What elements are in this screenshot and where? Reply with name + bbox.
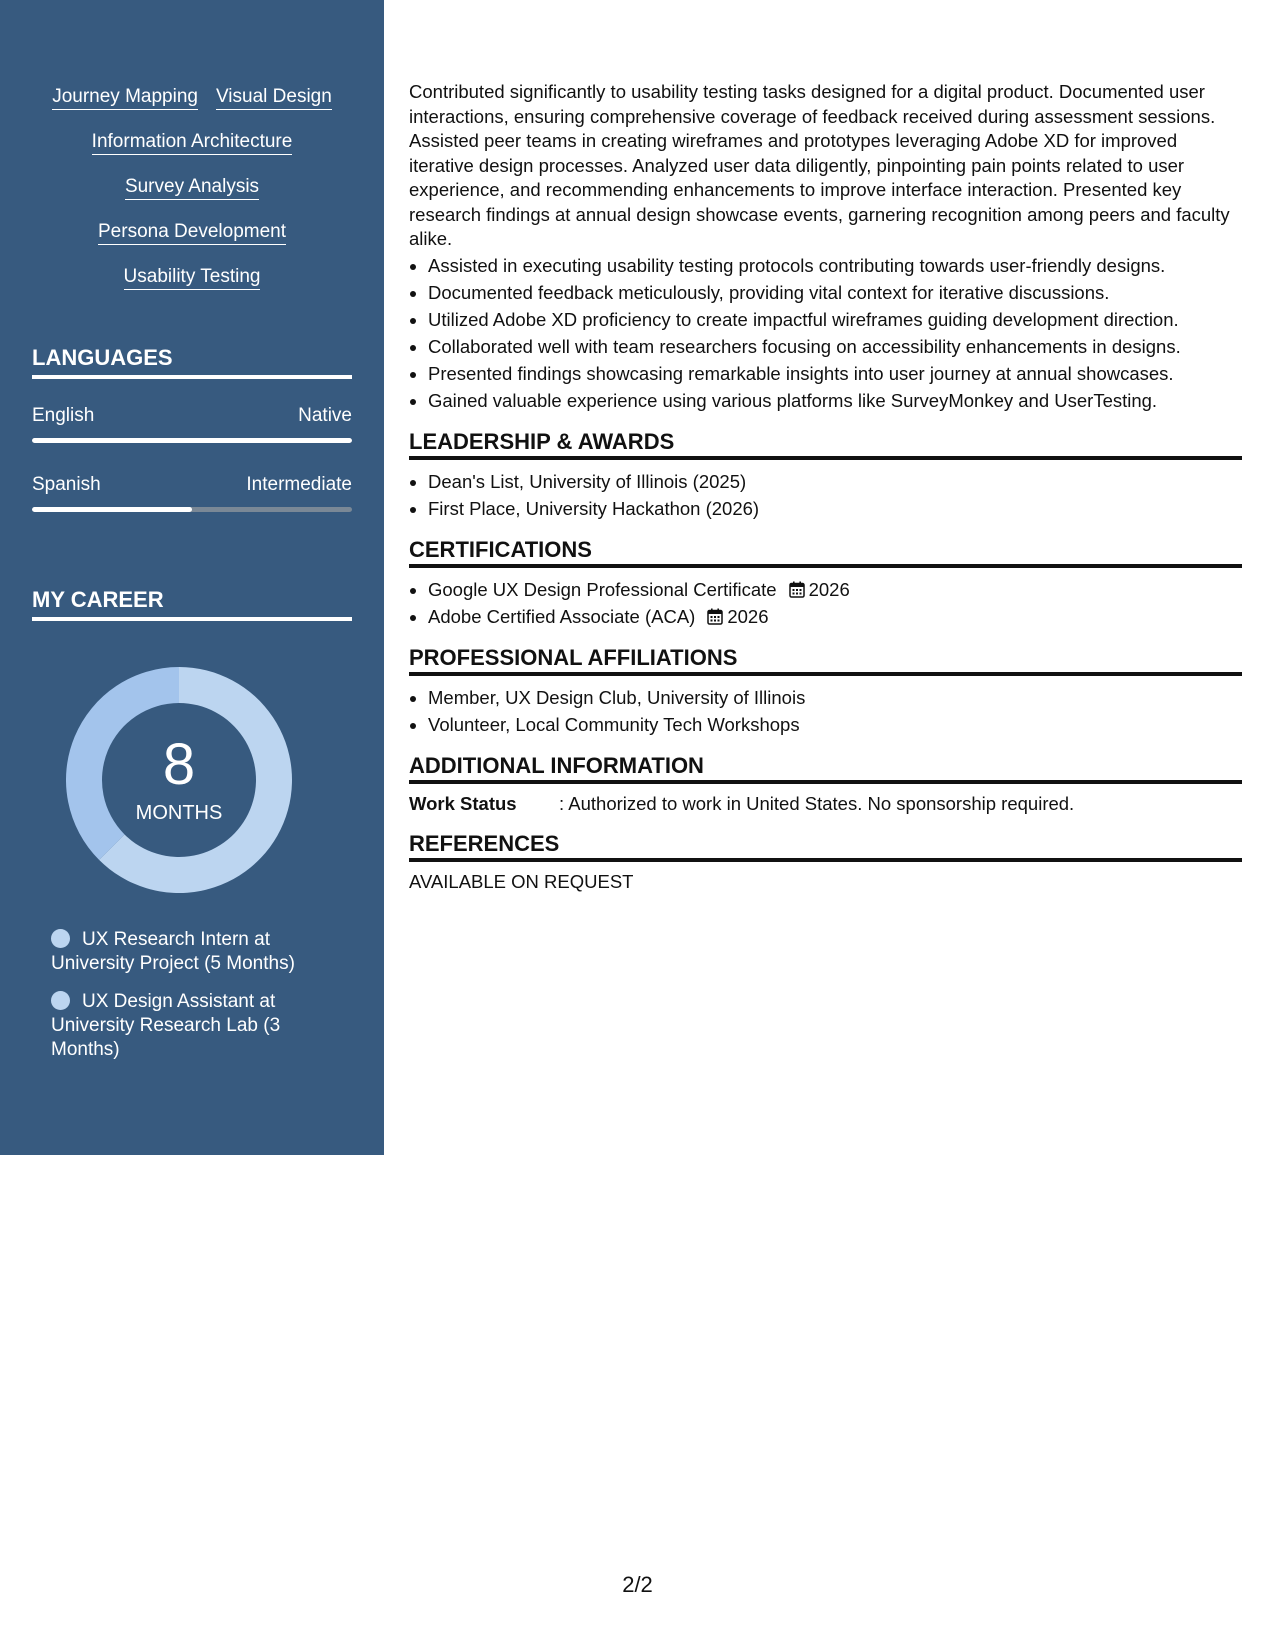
list-item: • Volunteer, Local Community Tech Workshops — [428, 711, 1242, 738]
list-item: • Dean's List, University of Illinois (2025) — [428, 468, 1242, 495]
language-proficiency-fill — [32, 507, 192, 512]
main-content — [409, 80, 1242, 894]
career-list — [51, 928, 351, 1076]
leadership-list — [409, 468, 1242, 522]
page-number: 2/2 — [622, 1572, 653, 1597]
skill-row — [0, 86, 384, 110]
language-proficiency-bar — [32, 507, 352, 512]
certifications-heading: CERTIFICATIONS — [409, 537, 1242, 568]
skill-tag: Information Architecture — [92, 131, 293, 155]
affiliations-list — [409, 684, 1242, 738]
list-item: • Collaborated well with team researchers focusing on accessibility enhancements in designs. — [428, 333, 1242, 360]
skills-list — [0, 86, 384, 311]
certification-year: 2026 — [727, 605, 769, 627]
skill-row — [0, 176, 384, 200]
certifications-list — [409, 576, 1242, 630]
sidebar — [0, 0, 384, 1155]
skill-tag: Visual Design — [216, 86, 332, 110]
career-item-text: UX Research Intern at University Project (5 Months) — [51, 929, 295, 974]
language-row — [32, 405, 352, 443]
languages-heading: LANGUAGES — [32, 345, 352, 379]
certification-name: Google UX Design Professional Certificate — [428, 578, 777, 600]
career-item — [51, 990, 351, 1062]
list-item: • Assisted in executing usability testing protocols contributing towards user-friendly designs. — [428, 252, 1242, 279]
career-dot-icon — [51, 929, 70, 948]
list-item: • Member, UX Design Club, University of Illinois — [428, 684, 1242, 711]
list-item — [428, 603, 1242, 630]
language-name: English — [32, 405, 95, 426]
career-total-months: 8 — [162, 732, 196, 797]
affiliations-heading: PROFESSIONAL AFFILIATIONS — [409, 645, 1242, 676]
calendar-icon — [707, 608, 723, 625]
language-level: Native — [298, 405, 352, 426]
skill-row — [0, 266, 384, 290]
skill-row — [0, 221, 384, 245]
work-status-row — [409, 792, 1242, 816]
calendar-icon — [789, 581, 805, 598]
skill-tag: Usability Testing — [124, 266, 261, 290]
list-item: • Gained valuable experience using various platforms like SurveyMonkey and UserTesting. — [428, 387, 1242, 414]
certification-year: 2026 — [808, 578, 850, 600]
skill-row — [0, 131, 384, 155]
language-name: Spanish — [32, 474, 101, 495]
work-status-label: Work Status — [409, 792, 517, 814]
experience-bullets — [409, 252, 1242, 414]
list-item: • First Place, University Hackathon (2026) — [428, 495, 1242, 522]
language-proficiency-bar — [32, 438, 352, 443]
additional-info-heading: ADDITIONAL INFORMATION — [409, 753, 1242, 784]
career-total-unit: MONTHS — [135, 802, 223, 824]
career-donut-label — [66, 667, 292, 893]
references-heading: REFERENCES — [409, 831, 1242, 862]
language-row — [32, 474, 352, 512]
list-item — [428, 576, 1242, 603]
list-item: • Presented findings showcasing remarkable insights into user journey at annual showcases. — [428, 360, 1242, 387]
work-status-value: : Authorized to work in United States. No sponsorship required. — [559, 792, 1075, 814]
skill-tag: Survey Analysis — [125, 176, 259, 200]
career-dot-icon — [51, 991, 70, 1010]
experience-summary: Contributed significantly to usability testing tasks designed for a digital product. Documented user interactions, ensuring comprehensive coverage of feedback received during assessment sessions. Assisted peer teams in creating wireframes and prototypes leveraging Adobe XD for improved iterative design processes. Analyzed user data diligently, pinpointing pain points related to user experience, and recommending enhancements to improve interface interaction. Presented key research findings at annual design showcase events, garnering recognition among peers and faculty alike. — [409, 81, 1230, 249]
certification-name: Adobe Certified Associate (ACA) — [428, 605, 696, 627]
language-level: Intermediate — [246, 474, 352, 495]
list-item: • Utilized Adobe XD proficiency to create impactful wireframes guiding development direction. — [428, 306, 1242, 333]
career-heading: MY CAREER — [32, 587, 352, 621]
references-text: AVAILABLE ON REQUEST — [409, 870, 634, 892]
leadership-heading: LEADERSHIP & AWARDS — [409, 429, 1242, 460]
career-item-text: UX Design Assistant at University Research Lab (3 Months) — [51, 991, 281, 1060]
skill-tag: Persona Development — [98, 221, 286, 245]
list-item: • Documented feedback meticulously, providing vital context for iterative discussions. — [428, 279, 1242, 306]
skill-tag: Journey Mapping — [52, 86, 198, 110]
language-proficiency-fill — [32, 438, 352, 443]
career-item — [51, 928, 351, 976]
